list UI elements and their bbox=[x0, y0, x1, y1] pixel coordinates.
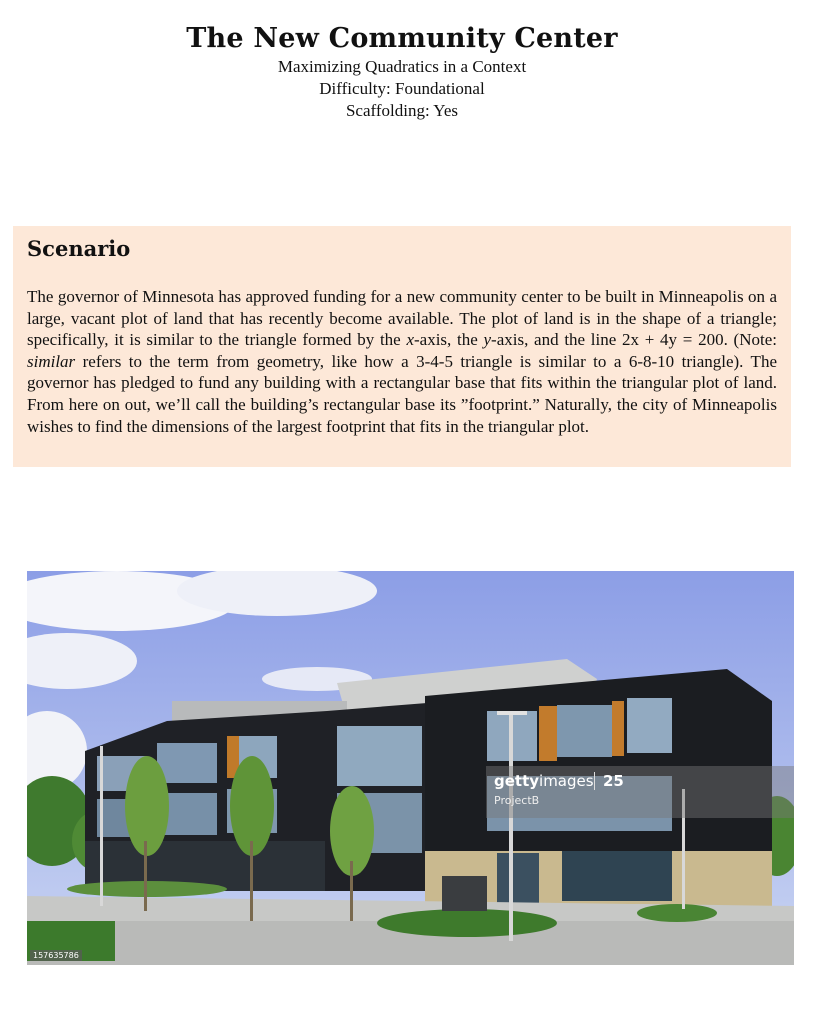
watermark-brand-bold: getty bbox=[494, 772, 540, 790]
scenario-text bbox=[27, 286, 777, 437]
scenario-text-part-4: refers to the term from geometry, like how a 3-4-5 triangle is similar to a 6-8-10 triangle). The governor has pledged to fund any building with a rectangular base that fits within the triangular plot of land. From here on out, we’ll call the building’s rectangular base its ”footprint.” Naturally, the city of Minneapolis wishes to find the dimensions of the largest footprint that fits in the triangular plot. bbox=[27, 351, 777, 436]
scenario-box bbox=[13, 226, 791, 467]
document-header bbox=[0, 22, 804, 122]
x-variable: x bbox=[406, 330, 414, 350]
document-subtitle: Maximizing Quadratics in a Context bbox=[277, 57, 527, 76]
difficulty-label: Difficulty: Foundational bbox=[319, 79, 485, 98]
y-variable: y bbox=[483, 330, 492, 350]
scenario-heading: Scenario bbox=[27, 236, 131, 261]
watermark-credit: ProjectB bbox=[494, 794, 540, 807]
watermark-anniversary: 25 bbox=[594, 772, 624, 790]
scaffolding-label: Scaffolding: Yes bbox=[345, 101, 459, 120]
community-center-photo bbox=[27, 571, 794, 965]
watermark-logo bbox=[494, 772, 594, 790]
scenario-text-part-1: The governor of Minnesota has approved funding for a new community center to be built in Minneapolis on a large, vacant plot of land that has recently become available. The plot of land is in the shape of a triangle; specifically, it is similar to the triangle formed by the bbox=[27, 287, 777, 350]
watermark-brand-thin: images bbox=[539, 772, 594, 790]
similar-term: similar bbox=[27, 351, 76, 371]
image-id-label: 157635786 bbox=[30, 950, 82, 961]
getty-watermark bbox=[486, 766, 794, 818]
scenario-text-part-2: -axis, the bbox=[414, 330, 484, 350]
scenario-text-part-3: -axis, and the line 2x + 4y = 200. (Note: bbox=[491, 330, 777, 350]
document-title: The New Community Center bbox=[186, 23, 618, 54]
